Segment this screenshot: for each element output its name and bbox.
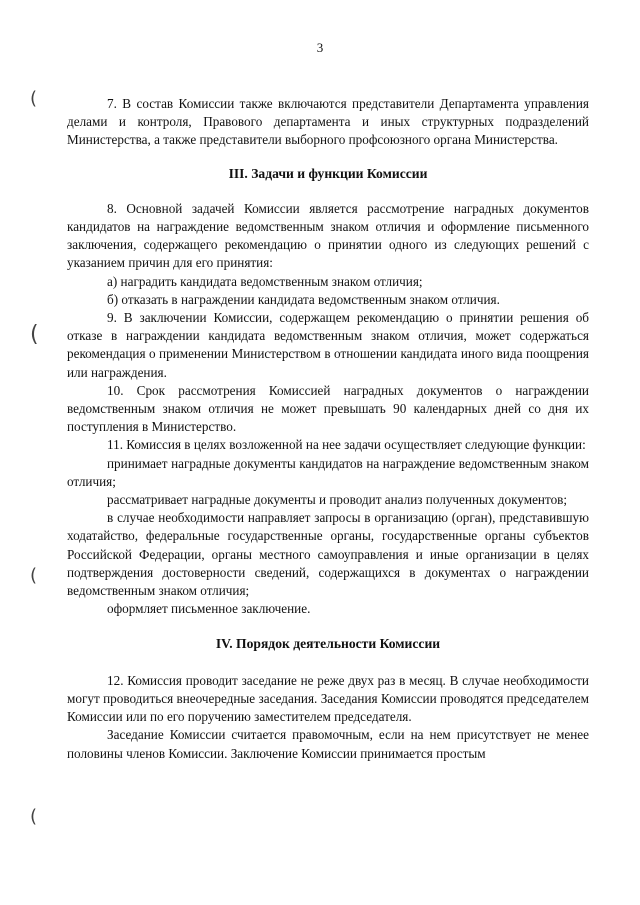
- document-body: [67, 95, 589, 763]
- page-number: 3: [316, 40, 324, 55]
- binding-hole-mark: (: [30, 806, 38, 827]
- function-item-3: в случае необходимости направляет запросы в организацию (орган), представившую ходатайство, федеральные государственные органы, государственные органы субъектов Российской Федерации, органы местного самоуправления и иные организации в целях подтверждения достоверности сведений, содержащихся в документах о награждении ведомственным знаком отличия;: [67, 510, 589, 599]
- binding-hole-mark: (: [30, 88, 38, 109]
- paragraph-12b: Заседание Комиссии считается правомочным, если на нем присутствует не менее половины членов Комиссии. Заключение Комиссии принимается простым: [67, 727, 589, 761]
- paragraph-10: 10. Срок рассмотрения Комиссией наградных документов о награждении ведомственным знаком отличия не может превышать 90 календарных дней со дня их поступления в Министерство.: [67, 382, 589, 435]
- paragraph-7: 7. В состав Комиссии также включаются представители Департамента управления делами и контроля, Правового департамента и иных структурных подразделений Министерства, а также представители выборного профсоюзного органа Министерства.: [67, 96, 589, 148]
- function-item-1: принимает наградные документы кандидатов на награждение ведомственным знаком отличия;: [67, 455, 589, 489]
- paragraph-12: 12. Комиссия проводит заседание не реже двух раз в месяц. В случае необходимости могут проводиться внеочередные заседания. Заседания Комиссии проводятся председателем Комиссии или по его поручению заместителем председателя.: [67, 672, 589, 725]
- paragraph-8: 8. Основной задачей Комиссии является рассмотрение наградных документов кандидатов на награждение ведомственным знаком отличия и оформление письменного заключения, содержащего рекомендацию о принятии одного из следующих решений с указанием причин для его принятия:: [67, 200, 589, 271]
- binding-hole-mark: (: [30, 322, 39, 347]
- paragraph-11: 11. Комиссия в целях возложенной на нее задачи осуществляет следующие функции:: [107, 437, 586, 453]
- paragraph-8a: а) наградить кандидата ведомственным знаком отличия;: [107, 273, 423, 289]
- section-heading-3: III. Задачи и функции Комиссии: [228, 165, 428, 181]
- section-heading-4: IV. Порядок деятельности Комиссии: [215, 636, 441, 652]
- function-item-4: оформляет письменное заключение.: [107, 601, 311, 617]
- paragraph-9: 9. В заключении Комиссии, содержащем рекомендацию о принятии решения об отказе в награждении кандидата ведомственным знаком отличия, может содержаться рекомендация о применении Министерством в отношении кандидата иного вида поощрения или награждения.: [67, 310, 589, 380]
- binding-hole-mark: (: [30, 565, 38, 586]
- paragraph-8b: б) отказать в награждении кандидата ведомственным знаком отличия.: [107, 291, 500, 307]
- function-item-2: рассматривает наградные документы и проводит анализ полученных документов;: [107, 492, 568, 508]
